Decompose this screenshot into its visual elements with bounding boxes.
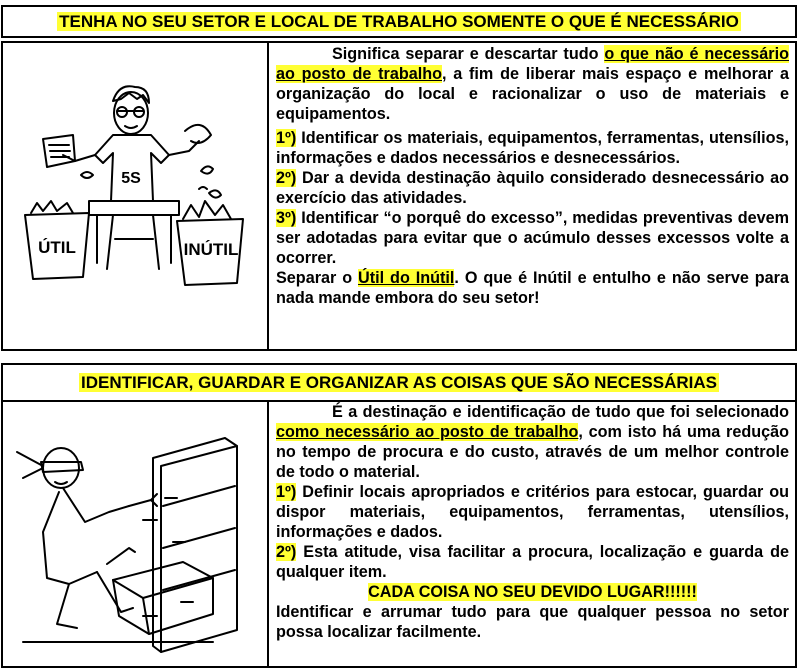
- section2-header-text: IDENTIFICAR, GUARDAR E ORGANIZAR AS COISAS QUE SÃO NECESSÁRIAS: [81, 373, 717, 392]
- section2-step2: 2º) Esta atitude, visa facilitar a procura, localização e guarda de qualquer item.: [276, 543, 789, 581]
- section2-closing: Identificar e arrumar tudo para que qualquer pessoa no setor possa localizar facilmente.: [276, 603, 789, 641]
- section1-step3: 3º) Identificar “o porquê do excesso”, medidas preventivas devem ser adotadas para evitar que o acúmulo desses excessos volte a ocorrer.: [276, 209, 789, 267]
- step2-number: 2º): [276, 543, 297, 561]
- section1-text: [269, 43, 795, 349]
- step3-number: 3º): [276, 209, 297, 227]
- section2-box: [1, 400, 797, 668]
- shirt-label: 5S: [121, 170, 141, 187]
- step1-number: 1º): [276, 483, 297, 501]
- blindfolded-person-cabinet-illustration: [3, 402, 265, 666]
- section1-intro: Significa separar e descartar tudo o que não é necessário ao posto de trabalho, a fim de liberar mais espaço e melhorar a organização do local e racionalizar o uso de materiais e equipamentos.: [276, 45, 789, 123]
- section2-illustration: [3, 402, 269, 666]
- section2-intro: É a destinação e identificação de tudo que foi selecionado como necessário ao posto de trabalho, com isto há uma redução no tempo de procura e do custo, através de um melhor controle de todo o material.: [276, 403, 789, 481]
- section2-slogan-line: [276, 582, 789, 602]
- step2-number: 2º): [276, 169, 297, 187]
- section1-header-text: TENHA NO SEU SETOR E LOCAL DE TRABALHO SOMENTE O QUE É NECESSÁRIO: [59, 12, 739, 31]
- section1-header: [1, 5, 797, 38]
- bin-right-label: INÚTIL: [183, 240, 239, 259]
- section1-illustration: [3, 43, 269, 349]
- section2-step1: 1º) Definir locais apropriados e critérios para estocar, guardar ou dispor materiais, equipamentos, ferramentas, utensílios, informações e dados.: [276, 483, 789, 541]
- section1-intro-highlight: o que não é necessário ao posto de trabalho: [276, 45, 789, 83]
- util-inutil-highlight: Útil do Inútil: [358, 269, 455, 287]
- bin-left-label: ÚTIL: [38, 238, 76, 257]
- slogan: CADA COISA NO SEU DEVIDO LUGAR!!!!!!: [368, 583, 697, 601]
- sorting-person-illustration: [3, 43, 265, 349]
- section2-intro-highlight: como necessário ao posto de trabalho: [276, 423, 579, 441]
- section2-header: [1, 363, 797, 402]
- step1-number: 1º): [276, 129, 297, 147]
- section2-text: [269, 402, 795, 666]
- section1-step1: 1º) Identificar os materiais, equipamentos, ferramentas, utensílios, informações e dados necessários e desnecessários.: [276, 129, 789, 167]
- section1-step2: 2º) Dar a devida destinação àquilo considerado desnecessário ao exercício das atividades.: [276, 169, 789, 207]
- section1-closing: Separar o Útil do Inútil. O que é Inútil e entulho e não serve para nada mande embora do seu setor!: [276, 269, 789, 307]
- section1-box: [1, 41, 797, 351]
